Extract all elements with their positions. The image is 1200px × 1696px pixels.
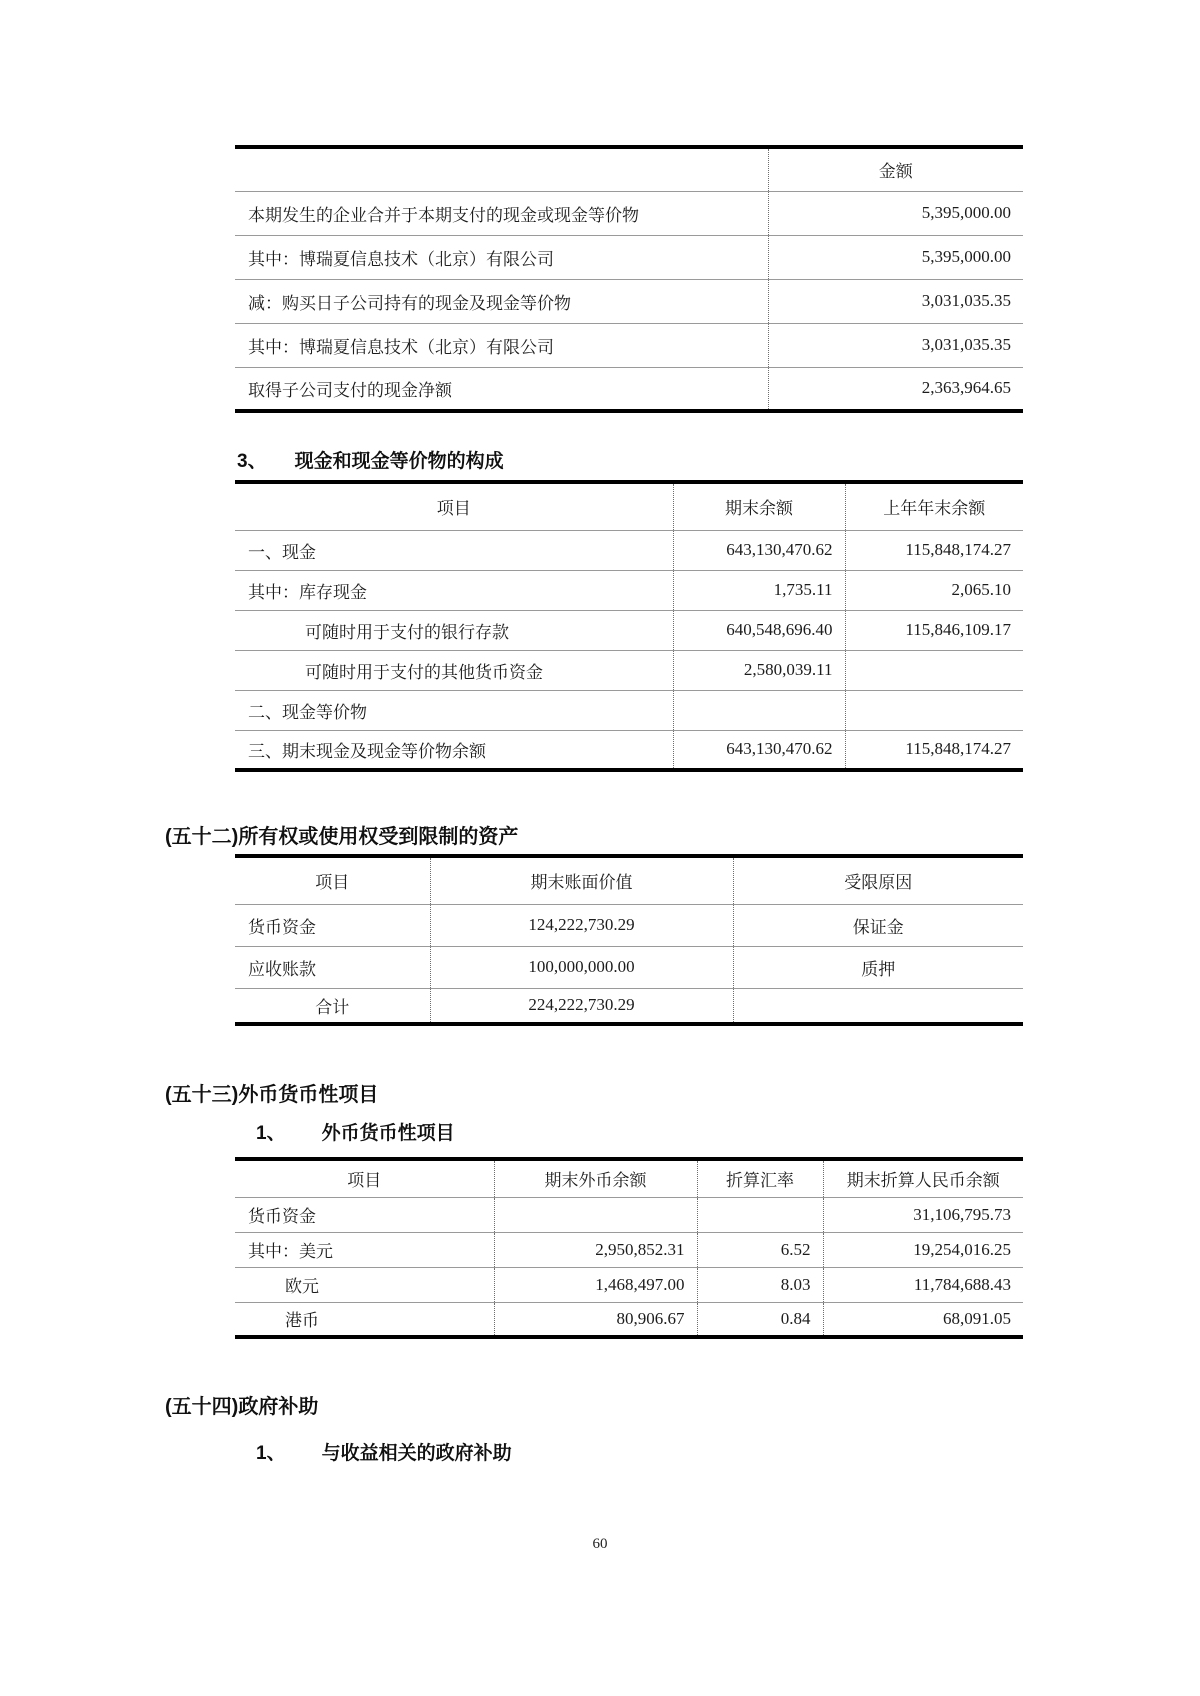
table-header-row [235, 1159, 1023, 1197]
column-header-closing-book-value: 期末账面价值 [430, 856, 733, 904]
exchange-rate-value: 8.03 [697, 1267, 823, 1302]
amount-value: 2,065.10 [845, 570, 1023, 610]
table-row [235, 730, 1023, 770]
column-header-item: 项目 [235, 482, 673, 530]
subsection-heading-foreign-currency-items [256, 1118, 455, 1145]
column-header-rmb-balance: 期末折算人民币余额 [823, 1159, 1023, 1197]
row-label: 欧元 [235, 1267, 494, 1302]
section-title: 现金和现金等价物的构成 [294, 451, 504, 472]
amount-value: 643,130,470.62 [673, 530, 845, 570]
restriction-reason-value: 质押 [733, 946, 1023, 988]
amount-value: 224,222,730.29 [430, 988, 733, 1024]
section-heading-cash-composition [237, 446, 504, 473]
exchange-rate-value: 6.52 [697, 1232, 823, 1267]
restricted-assets-table [235, 854, 1023, 1026]
row-label: 可随时用于支付的其他货币资金 [235, 650, 673, 690]
row-label: 其中：美元 [235, 1232, 494, 1267]
row-label: 港币 [235, 1302, 494, 1337]
table-row [235, 191, 1023, 235]
rmb-balance-value: 31,106,795.73 [823, 1197, 1023, 1232]
foreign-currency-items-table [235, 1157, 1023, 1339]
table-row [235, 650, 1023, 690]
foreign-balance-value [494, 1197, 697, 1232]
amount-value: 5,395,000.00 [768, 235, 1023, 279]
amount-value [845, 650, 1023, 690]
row-label: 取得子公司支付的现金净额 [235, 367, 768, 411]
row-label: 二、现金等价物 [235, 690, 673, 730]
column-header-item: 项目 [235, 1159, 494, 1197]
column-header-closing-foreign-balance: 期末外币余额 [494, 1159, 697, 1197]
rmb-balance-value: 68,091.05 [823, 1302, 1023, 1337]
amount-value: 2,363,964.65 [768, 367, 1023, 411]
amount-value: 3,031,035.35 [768, 323, 1023, 367]
row-label: 一、现金 [235, 530, 673, 570]
row-label: 货币资金 [235, 1197, 494, 1232]
total-label: 合计 [235, 988, 430, 1024]
table-row-total [235, 988, 1023, 1024]
foreign-balance-value: 1,468,497.00 [494, 1267, 697, 1302]
column-header-closing-balance: 期末余额 [673, 482, 845, 530]
subsection-title: 外币货币性项目 [321, 1123, 455, 1144]
table-row [235, 610, 1023, 650]
subsection-heading-income-related-grants [256, 1438, 512, 1465]
column-header-prior-year-balance: 上年年末余额 [845, 482, 1023, 530]
amount-value: 643,130,470.62 [673, 730, 845, 770]
row-label: 本期发生的企业合并于本期支付的现金或现金等价物 [235, 191, 768, 235]
page-number: 60 [592, 1536, 608, 1552]
foreign-balance-value: 2,950,852.31 [494, 1232, 697, 1267]
amount-value: 2,580,039.11 [673, 650, 845, 690]
table-header-row [235, 482, 1023, 530]
table-row [235, 1232, 1023, 1267]
table-header-row [235, 147, 1023, 191]
table-row [235, 1197, 1023, 1232]
section-title: (五十二)所有权或使用权受到限制的资产 [165, 826, 519, 848]
foreign-balance-value: 80,906.67 [494, 1302, 697, 1337]
row-label: 减：购买日子公司持有的现金及现金等价物 [235, 279, 768, 323]
rmb-balance-value: 19,254,016.25 [823, 1232, 1023, 1267]
amount-value: 115,846,109.17 [845, 610, 1023, 650]
restriction-reason-value: 保证金 [733, 904, 1023, 946]
subsection-number: 1、 [256, 1443, 286, 1464]
section-heading-foreign-currency-items [165, 1078, 378, 1107]
exchange-rate-value: 0.84 [697, 1302, 823, 1337]
amount-value: 640,548,696.40 [673, 610, 845, 650]
amount-value: 3,031,035.35 [768, 279, 1023, 323]
column-header-exchange-rate: 折算汇率 [697, 1159, 823, 1197]
amount-value: 124,222,730.29 [430, 904, 733, 946]
business-combination-cash-table [235, 145, 1023, 413]
table-row [235, 279, 1023, 323]
column-header-restriction-reason: 受限原因 [733, 856, 1023, 904]
section-title: (五十三)外币货币性项目 [165, 1084, 379, 1106]
table-row [235, 946, 1023, 988]
column-header-amount: 金额 [768, 147, 1023, 191]
table-row [235, 1267, 1023, 1302]
exchange-rate-value [697, 1197, 823, 1232]
cash-composition-table [235, 480, 1023, 772]
subsection-number: 1、 [256, 1123, 286, 1144]
subsection-title: 与收益相关的政府补助 [321, 1443, 512, 1464]
table-row [235, 690, 1023, 730]
amount-value [845, 690, 1023, 730]
table-row [235, 570, 1023, 610]
section-title: (五十四)政府补助 [165, 1396, 319, 1418]
amount-value: 100,000,000.00 [430, 946, 733, 988]
row-label: 其中：博瑞夏信息技术（北京）有限公司 [235, 323, 768, 367]
amount-value: 115,848,174.27 [845, 730, 1023, 770]
table-row [235, 530, 1023, 570]
table-row [235, 367, 1023, 411]
rmb-balance-value: 11,784,688.43 [823, 1267, 1023, 1302]
column-header-item: 项目 [235, 856, 430, 904]
row-label: 可随时用于支付的银行存款 [235, 610, 673, 650]
amount-value [673, 690, 845, 730]
table-row [235, 1302, 1023, 1337]
amount-value: 1,735.11 [673, 570, 845, 610]
restriction-reason-value [733, 988, 1023, 1024]
row-label: 其中：库存现金 [235, 570, 673, 610]
table-row [235, 323, 1023, 367]
amount-value: 115,848,174.27 [845, 530, 1023, 570]
row-label: 三、期末现金及现金等价物余额 [235, 730, 673, 770]
section-heading-government-grants [165, 1390, 318, 1419]
amount-value: 5,395,000.00 [768, 191, 1023, 235]
section-heading-restricted-assets [165, 820, 518, 849]
table-row [235, 235, 1023, 279]
table-row [235, 904, 1023, 946]
row-label: 应收账款 [235, 946, 430, 988]
column-header [235, 147, 768, 191]
table-header-row [235, 856, 1023, 904]
section-number: 3、 [237, 451, 267, 472]
row-label: 其中：博瑞夏信息技术（北京）有限公司 [235, 235, 768, 279]
row-label: 货币资金 [235, 904, 430, 946]
